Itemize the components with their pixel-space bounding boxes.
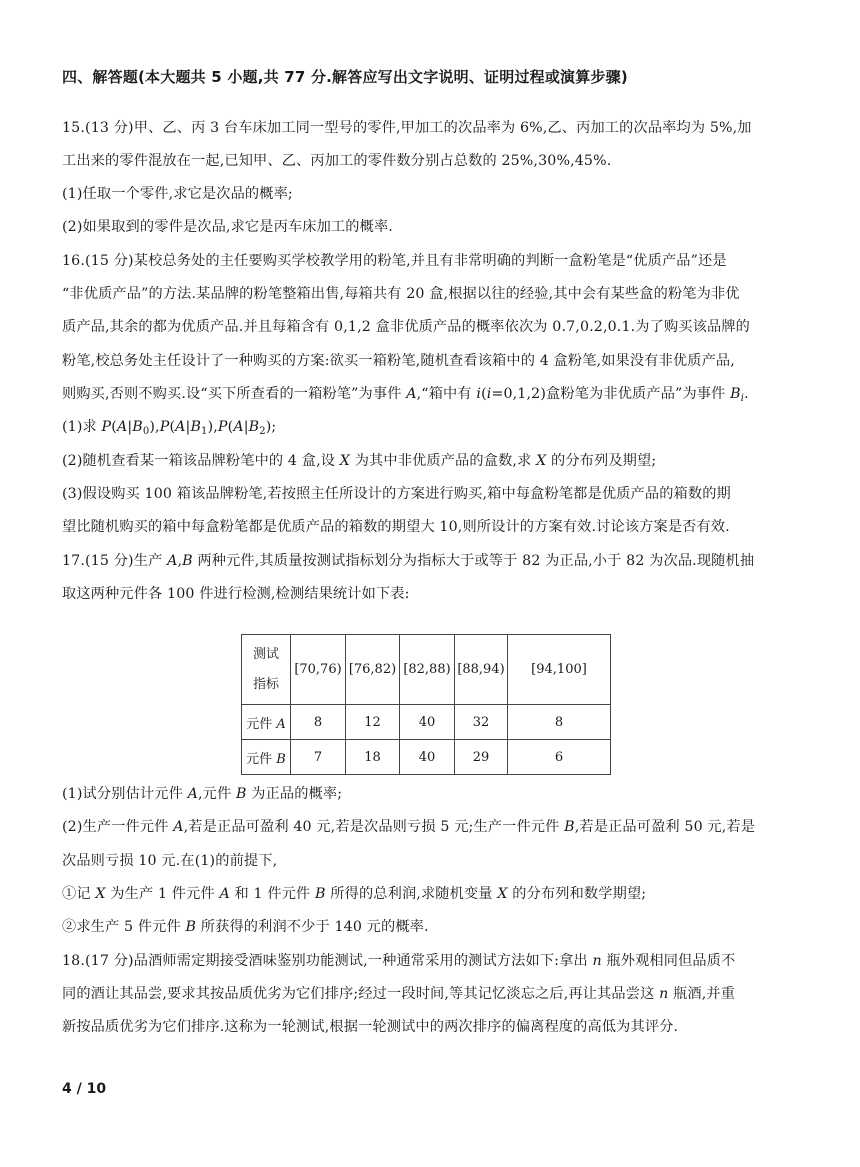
table-cell: 12 [346,705,400,740]
table-header-cell: [88,94) [455,635,508,705]
q17-line-2: 取这两种元件各 100 件进行检测,检测结果统计如下表: [62,586,410,602]
row-label-a: 元件 A [242,705,291,740]
q17-line-1: 17.(15 分)生产 A,B 两种元件,其质量按测试指标划分为指标大于或等于 82 为正品,小于 82 为次品.现随机抽 [62,553,755,569]
table-cell: 18 [346,740,400,775]
table-cell: 8 [291,705,346,740]
q18-line-3: 新按品质优劣为它们排序.这称为一轮测试,根据一轮测试中的两次排序的偏离程度的高低为其评分. [62,1019,679,1035]
table-row-a [242,705,611,740]
q17-subpart-2: ②求生产 5 件元件 B 所获得的利润不少于 140 元的概率. [62,919,429,935]
q17-subpart-1: ①记 X 为生产 1 件元件 A 和 1 件元件 B 所得的总利润,求随机变量 X 的分布列和数学期望; [62,886,647,902]
q16-line-5: 则购买,否则不购买.设“买下所查看的一箱粉笔”为事件 A,“箱中有 i(i=0,1,2)盒粉笔为非优质产品”为事件 $B_i$. [62,386,749,404]
q15-line-1: 15.(13 分)甲、乙、丙 3 台车床加工同一型号的零件,甲加工的次品率为 6%,乙、丙加工的次品率均为 5%,加 [62,120,752,136]
q16-part-1: (1)求 $P(A|B_0),P(A|B_1),P(A|B_2)$; [62,419,277,437]
table-cell: 8 [508,705,611,740]
table-cell: 6 [508,740,611,775]
table-cell: 29 [455,740,508,775]
table-corner-cell: 测试 指标 [242,635,291,705]
q16-part-2: (2)随机查看某一箱该品牌粉笔中的 4 盒,设 X 为其中非优质产品的盒数,求 X 的分布列及期望; [62,453,657,469]
table-header-row [242,635,611,705]
q16-line-2: “非优质产品”的方法.某品牌的粉笔整箱出售,每箱共有 20 盒,根据以往的经验,其中会有某些盒的粉笔为非优 [62,286,740,302]
row-label-b: 元件 B [242,740,291,775]
table-row-b [242,740,611,775]
q16-line-3: 质产品,其余的都为优质产品.并且每箱含有 0,1,2 盒非优质产品的概率依次为 0.7,0.2,0.1.为了购买该品牌的 [62,319,750,335]
q16-line-4: 粉笔,校总务处主任设计了一种购买的方案:欲买一箱粉笔,随机查看该箱中的 4 盒粉笔,如果没有非优质产品, [62,353,735,369]
section-heading: 四、解答题(本大题共 5 小题,共 77 分.解答应写出文字说明、证明过程或演算步骤) [62,68,628,86]
q16-part-3-line-1: (3)假设购买 100 箱该品牌粉笔,若按照主任所设计的方案进行购买,箱中每盒粉笔都是优质产品的箱数的期 [62,486,731,502]
table-header-cell: [76,82) [346,635,400,705]
table-cell: 40 [400,705,455,740]
q16-part-3-line-2: 望比随机购买的箱中每盒粉笔都是优质产品的箱数的期望大 10,则所设计的方案有效.讨论该方案是否有效. [62,519,730,535]
q18-line-1: 18.(17 分)品酒师需定期接受酒味鉴别功能测试,一种通常采用的测试方法如下:拿出 n 瓶外观相同但品质不 [62,953,736,969]
q17-part-1: (1)试分别估计元件 A,元件 B 为正品的概率; [62,786,343,802]
q17-part-2-line-2: 次品则亏损 10 元.在(1)的前提下, [62,853,278,869]
q16-line-1: 16.(15 分)某校总务处的主任要购买学校教学用的粉笔,并且有非常明确的判断一盒粉笔是“优质产品”还是 [62,253,727,269]
q17-part-2-line-1: (2)生产一件元件 A,若是正品可盈利 40 元,若是次品则亏损 5 元;生产一件元件 B,若是正品可盈利 50 元,若是 [62,819,756,835]
q18-line-2: 同的酒让其品尝,要求其按品质优劣为它们排序;经过一段时间,等其记忆淡忘之后,再让其品尝这 n 瓶酒,并重 [62,986,736,1002]
q15-part-2: (2)如果取到的零件是次品,求它是丙车床加工的概率. [62,219,393,235]
test-results-table [241,634,611,775]
page-number: 4 / 10 [62,1081,107,1097]
table-header-cell: [82,88) [400,635,455,705]
q15-part-1: (1)任取一个零件,求它是次品的概率; [62,186,293,202]
q15-line-2: 工出来的零件混放在一起,已知甲、乙、丙加工的零件数分别占总数的 25%,30%,45%. [62,153,612,169]
table-header-cell: [94,100] [508,635,611,705]
table-cell: 32 [455,705,508,740]
table-cell: 40 [400,740,455,775]
table-cell: 7 [291,740,346,775]
table-header-cell: [70,76) [291,635,346,705]
